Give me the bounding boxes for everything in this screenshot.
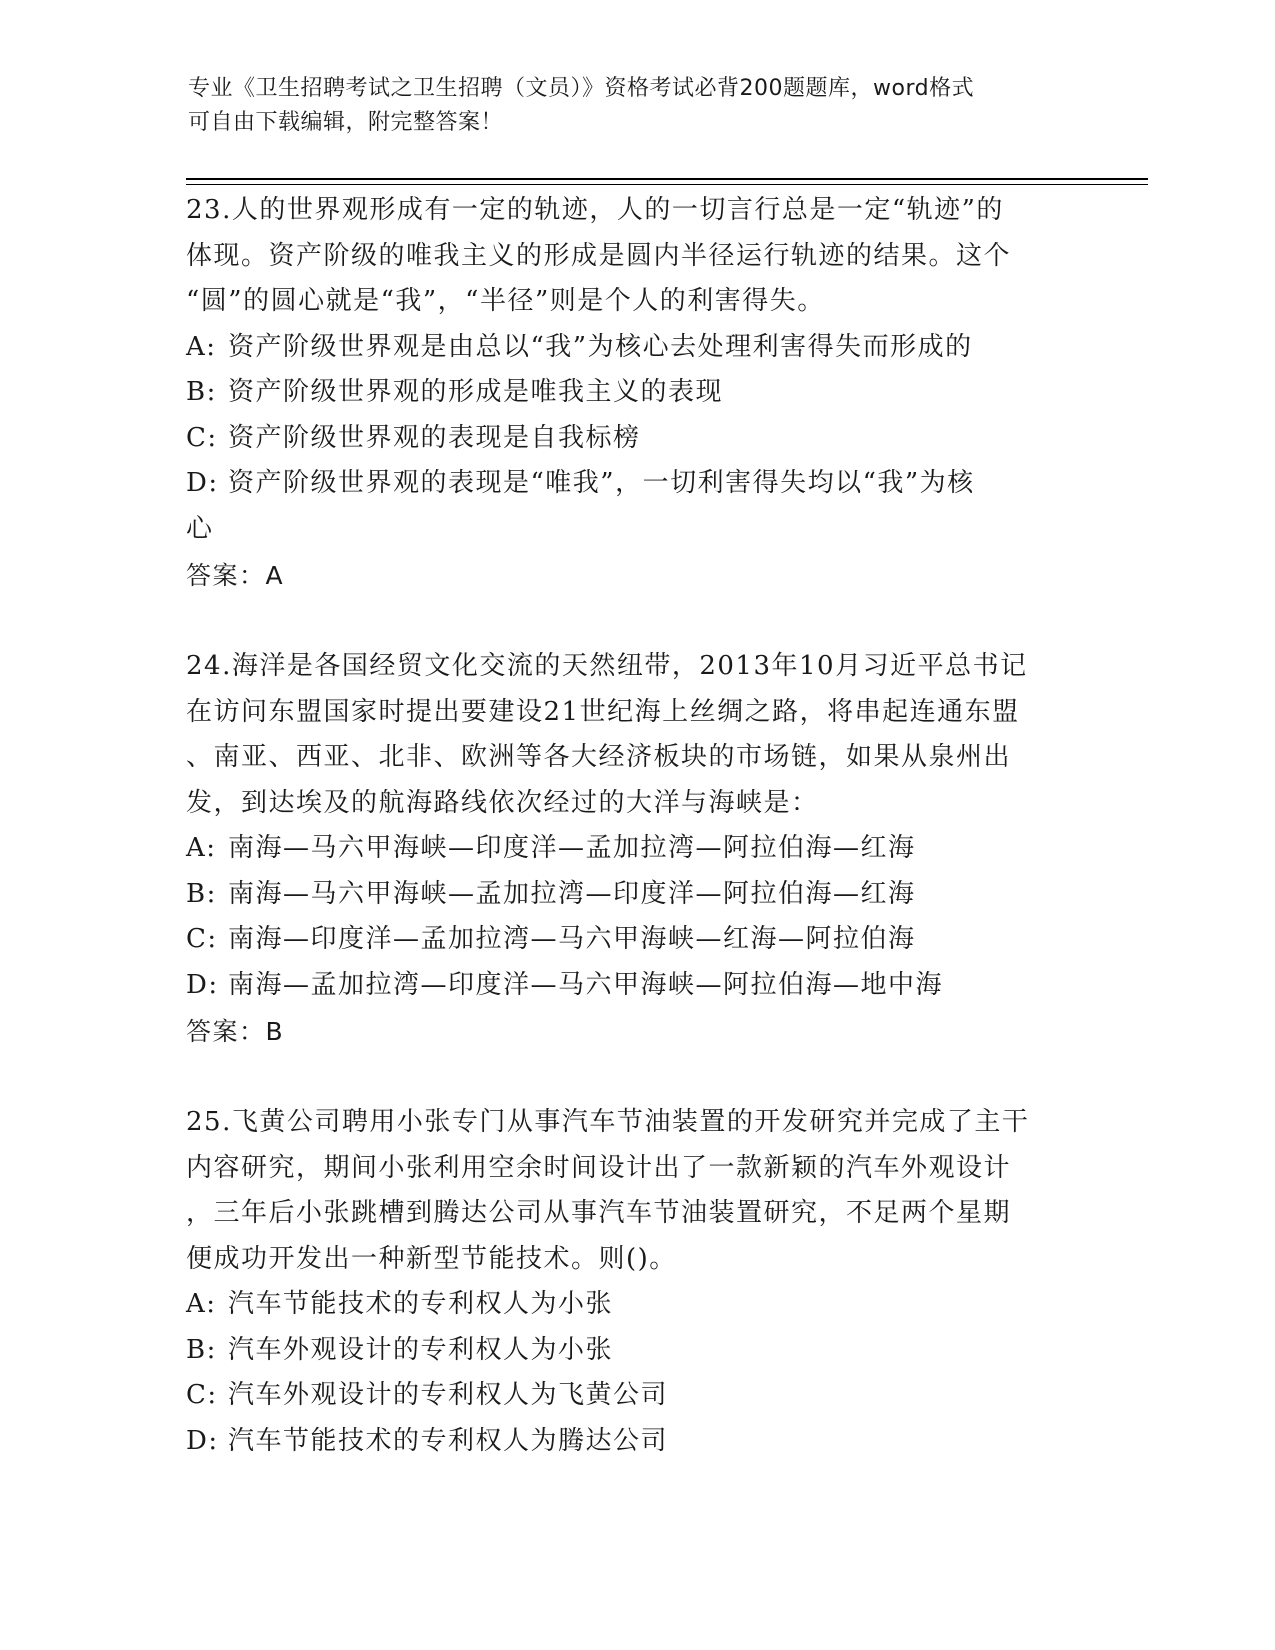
option-letter: D: xyxy=(186,468,219,498)
option-text: 资产阶级世界观的形成是唯我主义的表现 xyxy=(228,377,724,407)
option-letter: C: xyxy=(186,422,218,453)
option-text: 南海—马六甲海峡—印度洋—孟加拉湾—阿拉伯海—红海 xyxy=(228,833,916,863)
question-stem-line: 、南亚、西亚、北非、欧洲等各大经济板块的市场链，如果从泉州出 xyxy=(186,742,1012,772)
question-stem-line: 便成功开发出一种新型节能技术。则()。 xyxy=(186,1243,677,1274)
option-c xyxy=(186,917,1086,963)
question-stem-line: “圆”的圆心就是“我”，“半径”则是个人的利害得失。 xyxy=(186,286,825,316)
option-a xyxy=(186,1282,1086,1328)
question-stem-line: 在访问东盟国家时提出要建设21世纪海上丝绸之路，将串起连通东盟 xyxy=(186,696,1020,727)
option-text: 资产阶级世界观是由总以“我”为核心去处理利害得失而形成的 xyxy=(228,331,973,362)
header-line-1: 专业《卫生招聘考试之卫生招聘（文员）》资格考试必背200题题库，word格式 xyxy=(188,76,975,101)
option-letter: A: xyxy=(186,833,217,863)
option-text: 汽车外观设计的专利权人为飞黄公司 xyxy=(228,1380,669,1410)
header-line-2: 可自由下载编辑，附完整答案！ xyxy=(188,110,504,135)
question-stem-line: 23.人的世界观形成有一定的轨迹，人的一切言行总是一定“轨迹”的 xyxy=(186,195,1004,225)
question-stem-line: 发，到达埃及的航海路线依次经过的大洋与海峡是： xyxy=(186,787,819,818)
question-23 xyxy=(186,188,1086,600)
option-d-wrap: 心 xyxy=(186,513,214,544)
header-rule-thick xyxy=(186,178,1148,180)
option-letter: A: xyxy=(186,1289,217,1319)
question-stem-line: ，三年后小张跳槽到腾达公司从事汽车节油装置研究，不足两个星期 xyxy=(186,1198,1012,1228)
option-text: 南海—马六甲海峡—孟加拉湾—印度洋—阿拉伯海—红海 xyxy=(228,878,916,909)
answer-label: 答案：B xyxy=(186,1017,285,1046)
option-text: 汽车节能技术的专利权人为腾达公司 xyxy=(228,1425,669,1456)
header-rule-thin xyxy=(186,184,1148,185)
option-text: 南海—印度洋—孟加拉湾—马六甲海峡—红海—阿拉伯海 xyxy=(228,924,916,954)
option-letter: D: xyxy=(186,969,219,1000)
option-a xyxy=(186,826,1086,872)
option-letter: C: xyxy=(186,1380,218,1410)
option-b xyxy=(186,1328,1086,1374)
option-d xyxy=(186,461,1086,507)
option-text: 汽车节能技术的专利权人为小张 xyxy=(228,1289,614,1319)
question-25 xyxy=(186,1100,1086,1464)
option-text: 资产阶级世界观的表现是“唯我”，一切利害得失均以“我”为核 xyxy=(228,468,975,498)
option-text: 资产阶级世界观的表现是自我标榜 xyxy=(228,422,641,453)
option-d xyxy=(186,1419,1086,1465)
option-d xyxy=(186,963,1086,1009)
question-stem-line: 内容研究，期间小张利用空余时间设计出了一款新颖的汽车外观设计 xyxy=(186,1152,1012,1183)
question-stem-line: 体现。资产阶级的唯我主义的形成是圆内半径运行轨迹的结果。这个 xyxy=(186,240,1012,271)
option-b xyxy=(186,872,1086,918)
option-letter: B: xyxy=(186,1334,217,1365)
option-letter: B: xyxy=(186,377,217,407)
option-a xyxy=(186,325,1086,371)
option-letter: C: xyxy=(186,924,218,954)
option-b xyxy=(186,370,1086,416)
question-stem-line: 24.海洋是各国经贸文化交流的天然纽带，2013年10月习近平总书记 xyxy=(186,651,1028,681)
option-c xyxy=(186,416,1086,462)
option-letter: B: xyxy=(186,878,217,909)
document-header xyxy=(188,72,1068,140)
option-letter: D: xyxy=(186,1425,219,1456)
option-letter: A: xyxy=(186,331,217,362)
answer-label: 答案：A xyxy=(186,561,285,590)
option-text: 汽车外观设计的专利权人为小张 xyxy=(228,1334,614,1365)
option-c xyxy=(186,1373,1086,1419)
option-text: 南海—孟加拉湾—印度洋—马六甲海峡—阿拉伯海—地中海 xyxy=(228,969,944,1000)
question-24 xyxy=(186,644,1086,1056)
question-list xyxy=(186,188,1086,1508)
question-stem-line: 25.飞黄公司聘用小张专门从事汽车节油装置的开发研究并完成了主干 xyxy=(186,1107,1030,1137)
